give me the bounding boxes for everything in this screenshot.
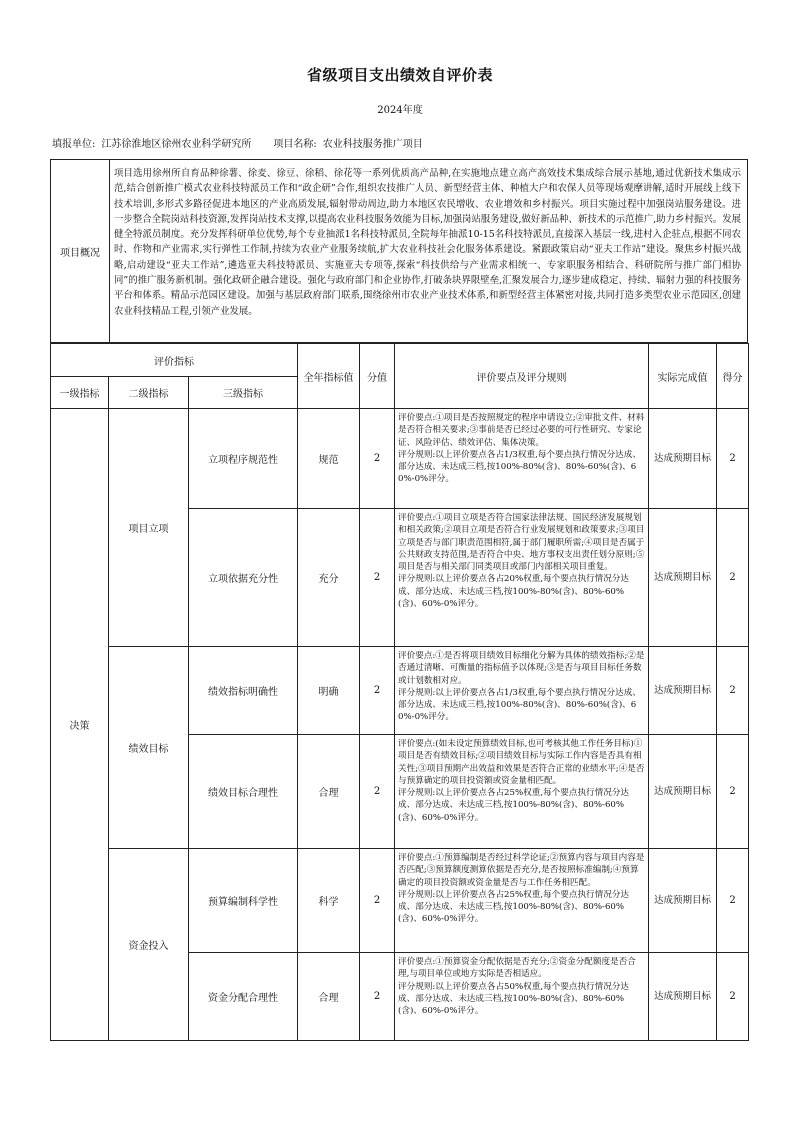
rules-cell bbox=[395, 409, 649, 509]
rules-scoring: 评分规则:以上评价要点各占25%权重,每个要点执行情况分达成、部分达成、未达成三档,按100%-80%(含)、80%-60%(含)、60%-0%评分。 bbox=[398, 788, 630, 823]
weight-cell: 2 bbox=[360, 953, 395, 1041]
actual-cell: 达成预期目标 bbox=[649, 735, 717, 849]
evaluation-table bbox=[50, 343, 749, 1041]
actual-cell: 达成预期目标 bbox=[649, 509, 717, 647]
score-cell: 2 bbox=[717, 509, 749, 647]
level3-cell: 资金分配合理性 bbox=[189, 953, 298, 1041]
rules-points: 评价要点:(如未设定预算绩效目标,也可考核其他工作任务目标)①项目是否有绩效目标;②项目绩效目标与实际工作内容是否具有相关性;③项目预期产出效益和效果是否符合正常的业绩水平;④是否与预算确定的项目投资额或资金量相匹配。 bbox=[398, 739, 645, 786]
header-score: 得分 bbox=[717, 344, 749, 409]
target-cell: 充分 bbox=[298, 509, 360, 647]
score-cell: 2 bbox=[717, 409, 749, 509]
score-cell: 2 bbox=[717, 849, 749, 953]
rules-scoring: 评分规则:以上评价要点各占25%权重,每个要点执行情况分达成、部分达成、未达成三档,按100%-80%(含)、80%-60%(含)、60%-0%评分。 bbox=[398, 889, 630, 925]
header-level2: 二级指标 bbox=[109, 377, 189, 409]
weight-cell: 2 bbox=[360, 409, 395, 509]
level3-cell: 立项程序规范性 bbox=[189, 409, 298, 509]
report-year: 2024年度 bbox=[377, 105, 423, 116]
project-label: 项目名称: bbox=[273, 139, 317, 150]
rules-cell bbox=[395, 735, 649, 849]
header-actual: 实际完成值 bbox=[649, 344, 717, 409]
table-row bbox=[51, 409, 749, 509]
rules-points: 评价要点:①项目是否按照规定的程序申请设立;②审批文件、材料是否符合相关要求;③事前是否已经过必要的可行性研究、专家论证、风险评估、绩效评估、集体决策。 bbox=[398, 413, 645, 448]
actual-cell: 达成预期目标 bbox=[649, 849, 717, 953]
rules-points: 评价要点:①项目立项是否符合国家法律法规、国民经济发展规划和相关政策;②项目立项是否符合行业发展规划和政策要求;③项目立项是否与部门职责范围相符,属于部门履职所需;④项目是否属于公共财政支持范围,是否符合中央、地方事权支出责任划分原则;⑤项目是否与相关部门同类项目或部门内部相关项目重复。 bbox=[398, 513, 645, 573]
rules-cell bbox=[395, 509, 649, 647]
group-fund-input: 资金投入 bbox=[109, 849, 189, 1041]
group-project-setup: 项目立项 bbox=[109, 409, 189, 647]
page-title: 省级项目支出绩效自评价表 bbox=[306, 66, 493, 84]
level3-cell: 绩效指标明确性 bbox=[189, 647, 298, 735]
level3-cell: 绩效目标合理性 bbox=[189, 735, 298, 849]
table-row bbox=[51, 849, 749, 953]
level1-decision: 决策 bbox=[51, 409, 109, 1041]
target-cell: 明确 bbox=[298, 647, 360, 735]
rules-points: 评价要点:①是否将项目绩效目标细化分解为具体的绩效指标;②是否通过清晰、可衡量的指标值予以体现;③是否与项目目标任务数或计划数相对应。 bbox=[398, 651, 645, 686]
level3-cell: 立项依据充分性 bbox=[189, 509, 298, 647]
unit-value: 江苏徐淮地区徐州农业科学研究所 bbox=[101, 139, 252, 150]
actual-cell: 达成预期目标 bbox=[649, 953, 717, 1041]
rules-points: 评价要点:①预算编制是否经过科学论证;②预算内容与项目内容是否匹配;③预算额度测算依据是否充分,是否按照标准编制;④预算确定的项目投资额或资金量是否与工作任务相匹配。 bbox=[398, 853, 645, 888]
rules-scoring: 评分规则:以上评价要点各占20%权重,每个要点执行情况分达成、部分达成、未达成三档,按100%-80%(含)、80%-60%(含)、60%-0%评分。 bbox=[398, 574, 630, 610]
rules-cell bbox=[395, 849, 649, 953]
overview-label: 项目概况 bbox=[51, 160, 110, 342]
weight-cell: 2 bbox=[360, 647, 395, 735]
header-level3: 三级指标 bbox=[189, 377, 298, 409]
rules-scoring: 评分规则:以上评价要点各占1/3权重,每个要点执行情况分达成、部分达成、未达成三档,按100%-80%(含)、80%-60%(含)、60%-0%评分。 bbox=[398, 449, 641, 485]
weight-cell: 2 bbox=[360, 849, 395, 953]
weight-cell: 2 bbox=[360, 735, 395, 849]
overview-text: 项目选用徐州所自育品种徐薯、徐麦、徐豆、徐稻、徐花等一系列优质高产品种,在实施地点建立高产高效技术集成综合展示基地,通过优新技术集成示范,结合创新推广模式农业科技特派员工作和“政企研”合作,组织农技推广人员、新型经营主体、种植大户和农保人员等现场观摩讲解,适时开展线上线下技术培训,多形式多路径促进本地区的产业高质发展,辐射带动周边,助力本地区农民增收、农业增效和乡村振兴。项目实施过程中加强岗站服务建设。进一步整合全院岗站科技资源,发挥岗站技术支撑,以提高农业科技服务效能为目标,加强岗站服务建设,做好新品种、新技术的示范推广,助力乡村振兴。发展健全特派员制度。充分发挥科研单位优势,每个专业抽派1名科技特派员,全院每年抽派10-15名科技特派员,直接深入基层一线,进村入企驻点,根据不同农时、作物和产业需求,实行弹性工作制,持续为农业产业服务续航,扩大农业科技社会化服务体系建设。紧跟政策启动“亚夫工作站”建设。聚焦乡村振兴战略,启动建设“亚夫工作站”,遴选亚夫科技特派员、实施亚夫专项等,探索“科技供给与产业需求相统一、专家职服务相结合、科研院所与推广部门相协同”的推广服务新机制。强化政研企融合建设。强化与政府部门和企业协作,打破条块界限壁垒,汇聚发展合力,逐步建成稳定、持续、辐射力强的科技服务平台和体系。精品示范园区建设。加强与基层政府部门联系,围绕徐州市农业产业技术体系,和新型经营主体紧密对接,共同打造多类型农业示范园区,创建农业科技精品工程,引领产业发展。 bbox=[114, 168, 741, 317]
weight-cell: 2 bbox=[360, 509, 395, 647]
project-value: 农业科技服务推广项目 bbox=[322, 139, 423, 150]
header-level1: 一级指标 bbox=[51, 377, 109, 409]
rules-scoring: 评分规则:以上评价要点各占1/3权重,每个要点执行情况分达成、部分达成、未达成三档,按100%-80%(含)、80%-60%(含)、60%-0%评分。 bbox=[398, 687, 641, 723]
score-cell: 2 bbox=[717, 647, 749, 735]
target-cell: 合理 bbox=[298, 735, 360, 849]
unit-label: 填报单位: bbox=[52, 139, 96, 150]
header-annual-target: 全年指标值 bbox=[298, 344, 360, 409]
header-score-value: 分值 bbox=[360, 344, 395, 409]
actual-cell: 达成预期目标 bbox=[649, 647, 717, 735]
level3-cell: 预算编制科学性 bbox=[189, 849, 298, 953]
rules-cell bbox=[395, 953, 649, 1041]
meta-line bbox=[52, 135, 429, 150]
project-overview bbox=[50, 159, 748, 343]
target-cell: 科学 bbox=[298, 849, 360, 953]
score-cell: 2 bbox=[717, 735, 749, 849]
actual-cell: 达成预期目标 bbox=[649, 409, 717, 509]
group-performance-target: 绩效目标 bbox=[109, 647, 189, 849]
header-eval-indicators: 评价指标 bbox=[51, 344, 298, 377]
rules-points: 评价要点:①预算资金分配依据是否充分;②资金分配额度是否合理,与项目单位或地方实际是否相适应。 bbox=[398, 957, 636, 980]
target-cell: 规范 bbox=[298, 409, 360, 509]
rules-cell bbox=[395, 647, 649, 735]
header-rules: 评价要点及评分规则 bbox=[395, 344, 649, 409]
score-cell: 2 bbox=[717, 953, 749, 1041]
rules-scoring: 评分规则:以上评价要点各占50%权重,每个要点执行情况分达成、部分达成、未达成三档,按100%-80%(含)、80%-60%(含)、60%-0%评分。 bbox=[398, 981, 630, 1017]
table-row bbox=[51, 647, 749, 735]
target-cell: 合理 bbox=[298, 953, 360, 1041]
